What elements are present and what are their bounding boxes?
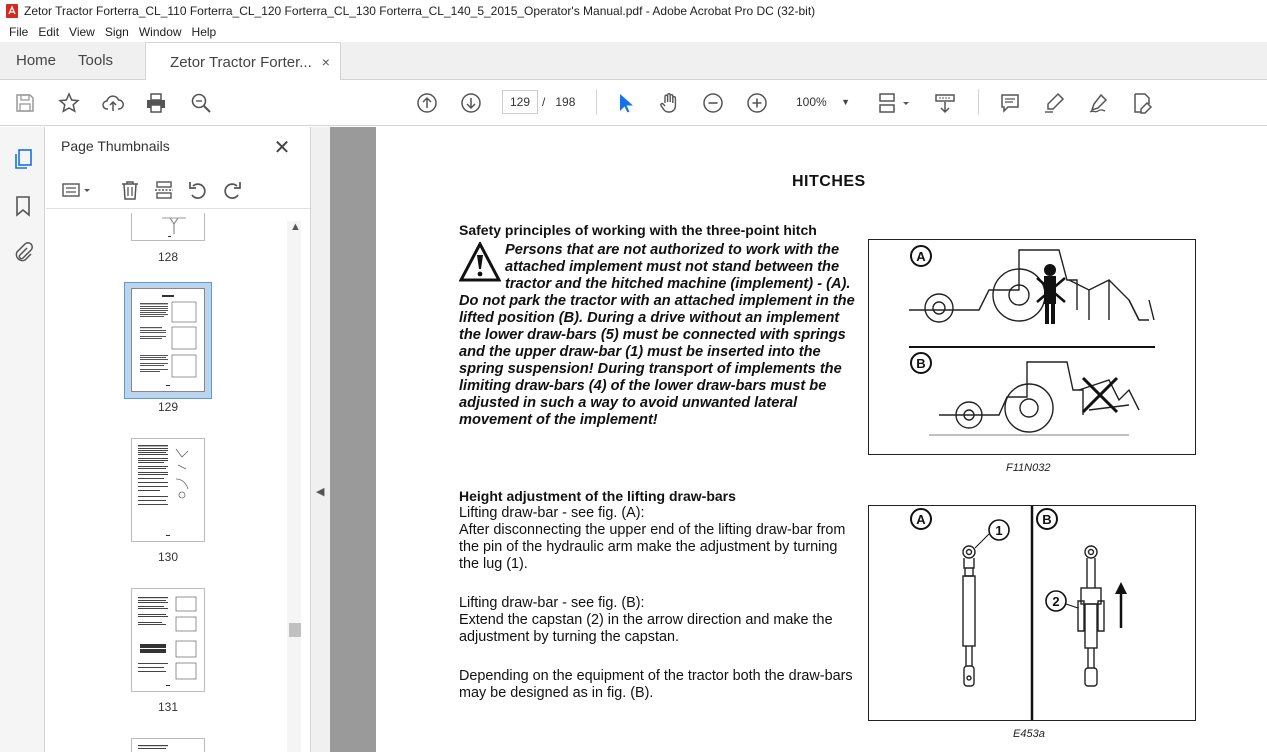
next-page-icon[interactable] (459, 91, 483, 115)
warning-triangle-icon (459, 242, 501, 282)
page-total (542, 90, 582, 114)
menu-sign[interactable]: Sign (104, 25, 129, 39)
print-icon[interactable] (144, 91, 168, 115)
panel-splitter[interactable] (310, 127, 330, 752)
rotate-left-icon[interactable] (187, 179, 209, 201)
close-tab-icon[interactable]: × (321, 54, 330, 70)
warning-text: Persons that are not authorized to work with the attached implement must not stand between the tractor and the hitched machine (implement) - (A). Do not park the tractor with an attached implement in the lifted position (B). During a drive without an implement the lower draw-bars (5) must be connected with springs and the upper draw-bar (1) must be inserted into the spring suspension! During transport of implements the limiting draw-bars (4) of the lower draw-bars must be adjusted in such a way to avoid unwanted lateral movement of the implement! (459, 242, 855, 428)
page-fit-icon[interactable] (876, 91, 912, 115)
figure-label-b: B (1042, 512, 1052, 527)
scrollbar-thumb[interactable] (289, 623, 301, 637)
left-navigation-rail (0, 127, 45, 752)
chevron-down-icon: ▼ (841, 97, 850, 107)
paragraph-equipment-note: Depending on the equipment of the tractor both the draw-bars may be designed as in fig. (B). (459, 668, 853, 701)
select-cursor-icon[interactable] (613, 91, 637, 115)
page-thumbnails-panel (46, 127, 310, 752)
page-heading: HITCHES (792, 173, 866, 190)
paragraph-fig-b-body: Extend the capstan (2) in the arrow direction and make the adjustment by turning the capstan. (459, 612, 833, 645)
callout-2: 2 (1052, 594, 1060, 609)
page-thumbnail[interactable] (131, 438, 205, 542)
paragraph-fig-b-title: Lifting draw-bar - see fig. (B): (459, 595, 645, 611)
tab-home[interactable]: Home (16, 52, 57, 69)
attachments-paperclip-icon[interactable] (11, 240, 35, 264)
bookmarks-icon[interactable] (11, 194, 35, 218)
total-pages: 198 (555, 95, 576, 109)
figure-caption-1: F11N032 (1006, 462, 1051, 474)
hand-tool-icon[interactable] (657, 91, 681, 115)
thumbnail-label: 129 (157, 400, 179, 414)
delete-page-icon[interactable] (119, 179, 141, 201)
panel-title: Page Thumbnails (61, 138, 170, 154)
figure-draw-bar (868, 505, 1196, 721)
thumbnail-label: 128 (157, 250, 179, 264)
menu-file[interactable]: File (9, 25, 29, 39)
zoom-out-icon[interactable] (701, 91, 725, 115)
warning-paragraph (459, 242, 857, 429)
highlight-pen-icon[interactable] (1042, 91, 1066, 115)
figure-label-a: A (916, 249, 926, 264)
page-thumbnail-selected[interactable] (131, 288, 205, 392)
upload-cloud-icon[interactable] (101, 91, 125, 115)
previous-page-icon[interactable] (415, 91, 439, 115)
page-thumbnail[interactable] (131, 213, 205, 241)
options-menu-icon[interactable] (60, 179, 94, 201)
tab-tools[interactable]: Tools (78, 52, 114, 69)
bookmark-star-icon[interactable] (57, 91, 81, 115)
paragraph-fig-a-title: Lifting draw-bar - see fig. (A): (459, 505, 645, 521)
tab-document[interactable] (145, 42, 341, 81)
rotate-right-icon[interactable] (221, 179, 243, 201)
page-thumbnails-icon[interactable] (11, 147, 35, 171)
zoom-in-icon[interactable] (745, 91, 769, 115)
section-title-height: Height adjustment of the lifting draw-bars (459, 488, 736, 504)
thumbnail-scrollbar[interactable] (287, 221, 301, 752)
comment-icon[interactable] (998, 91, 1022, 115)
page-separator: / (542, 95, 546, 109)
zoom-level-dropdown[interactable] (788, 90, 856, 114)
menu-help[interactable]: Help (191, 25, 217, 39)
save-icon[interactable] (13, 91, 37, 115)
thumbnail-label: 130 (157, 550, 179, 564)
edit-pdf-icon[interactable] (1130, 91, 1154, 115)
callout-1: 1 (995, 523, 1003, 538)
window-title: Zetor Tractor Forterra_CL_110 Forterra_CL_120 Forterra_CL_130 Forterra_CL_140_5_2015_Operator's Manual.pdf - Adobe Acrobat Pro DC (32-bit) (24, 4, 816, 18)
acrobat-icon (6, 4, 18, 18)
zoom-level-value: 100% (796, 95, 827, 109)
paragraph-fig-a-body: After disconnecting the upper end of the lifting draw-bar from the pin of the hydraulic arm make the adjustment by turning the lug (1). (459, 522, 846, 572)
sign-pen-icon[interactable] (1086, 91, 1110, 115)
tab-bar (0, 42, 1267, 80)
extract-page-icon[interactable] (153, 179, 175, 201)
scroll-up-arrow-icon[interactable]: ▲ (290, 221, 301, 233)
menu-view[interactable]: View (69, 25, 95, 39)
figure-label-b: B (916, 356, 926, 371)
figure-label-a: A (916, 512, 926, 527)
thumbnail-label: 131 (157, 700, 179, 714)
title-bar (0, 0, 1267, 22)
toolbar-divider-2 (978, 89, 979, 115)
page-thumbnail[interactable] (131, 738, 205, 752)
menu-edit[interactable]: Edit (38, 25, 60, 39)
page-number-input[interactable]: 129 (502, 90, 538, 114)
tab-document-label: Zetor Tractor Forter... (170, 53, 312, 71)
menu-bar (0, 22, 1267, 42)
scroll-mode-icon[interactable] (933, 91, 957, 115)
document-viewer-background (330, 127, 376, 752)
section-title-safety: Safety principles of working with the three-point hitch (459, 222, 817, 238)
toolbar-divider (596, 89, 597, 115)
panel-toolbar (46, 171, 310, 209)
page-thumbnail[interactable] (131, 588, 205, 692)
figure-caption-2: E453a (1013, 728, 1045, 740)
collapse-panel-arrow-icon[interactable]: ◀ (316, 486, 325, 498)
zoom-search-icon[interactable] (189, 91, 213, 115)
menu-window[interactable]: Window (138, 25, 182, 39)
figure-tractor-hitch (868, 239, 1196, 455)
thumbnail-list (46, 213, 286, 752)
close-panel-icon[interactable]: ✕ (273, 137, 291, 159)
